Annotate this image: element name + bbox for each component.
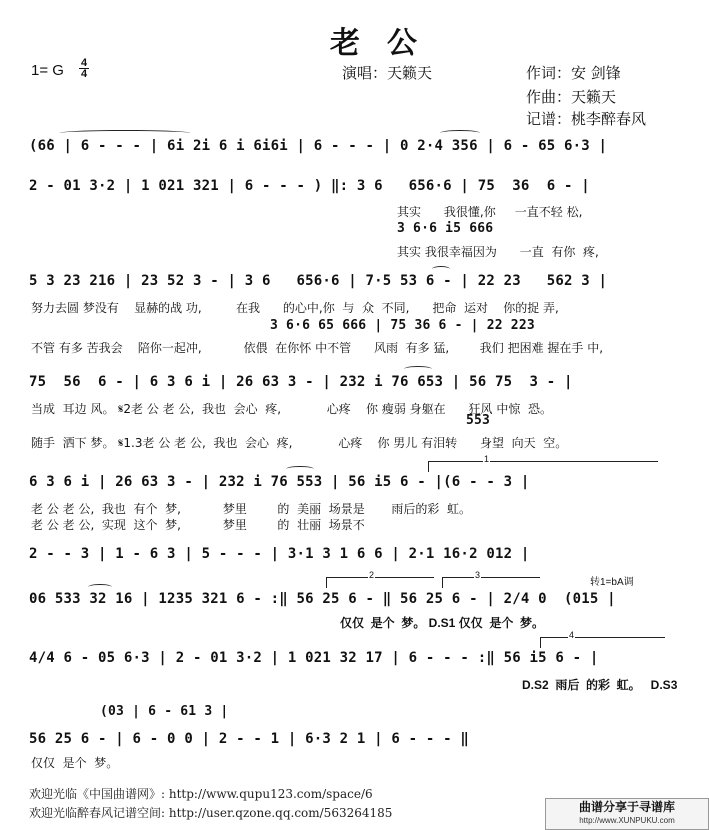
slur-mark: [286, 466, 314, 472]
lyric-line: 当成 耳边 风。 𝄋2老 公 老 公, 我也 会心 疼, 心疼 你 瘦弱 身躯在 狂风 中惊 恐。: [31, 402, 553, 416]
lyric-line: 老 公 老 公, 实现 这个 梦, 梦里 的 壮丽 场景不: [31, 518, 365, 532]
score-line-4: 75 56 6 - | 6 3 6 i | 26 63 3 - | 232 i 76 653 | 56 75 3 - |: [29, 374, 573, 390]
lyric-line: 随手 洒下 梦。 𝄋1.3老 公 老 公, 我也 会心 疼, 心疼 你 男儿 有泪转 身望 向天 空。: [31, 436, 568, 450]
footer-link-line[interactable]: 欢迎光临醉春风记谱空间: http://user.qzone.qq.com/563264185: [29, 806, 393, 820]
time-signature-denominator: 4: [80, 68, 88, 80]
modulation-note: 转1=bA调: [590, 577, 634, 588]
volta-bracket: [326, 570, 434, 580]
time-signature-numerator: 4: [80, 57, 88, 69]
lyricist-credit: 作词：安 剑锋: [526, 64, 621, 82]
lyric-line: 仅仅 是个 梦。 D.S1 仅仅 是个 梦。: [340, 616, 545, 630]
slur-mark: [404, 366, 432, 372]
watermark-title: 曲谱分享于寻谱库: [578, 800, 675, 814]
score-line-alt: 3 6·6 65 666 | 75 36 6 - | 22 223: [270, 318, 535, 333]
volta-number: 1: [484, 454, 490, 464]
score-line-8: 4/4 6 - 05 6·3 | 2 - 01 3·2 | 1 021 32 17 | 6 - - - :‖ 56 i5 6 - |: [29, 650, 599, 666]
lyric-line: 仅仅 是个 梦。: [31, 756, 119, 770]
watermark-url: http://www.XUNPUKU.com: [579, 816, 675, 825]
score-line-5: 6 3 6 i | 26 63 3 - | 232 i 76 553 | 56 i5 6 - |(6 - - 3 |: [29, 474, 530, 490]
lyric-line: 其实 我很懂,你 一直不轻 松,: [397, 205, 583, 219]
time-signature: [79, 58, 89, 79]
volta-number: 2: [369, 570, 375, 580]
transcriber-credit: 记谱：桃李醉春风: [526, 110, 647, 128]
score-line-top: (03 | 6 - 61 3 |: [100, 704, 229, 719]
composer-credit: 作曲：天籁天: [526, 88, 617, 106]
volta-number: 4: [569, 630, 575, 640]
slur-mark: [60, 130, 190, 136]
slur-mark: [88, 584, 112, 590]
volta-number: 3: [475, 570, 481, 580]
singer-credit: 演唱：天籁天: [342, 64, 433, 82]
lyric-line: 老 公 老 公, 我也 有个 梦, 梦里 的 美丽 场景是 雨后的彩 虹。: [31, 502, 472, 516]
score-line-6: 2 - - 3 | 1 - 6 3 | 5 - - - | 3·1 3 1 6 6 | 2·1 16·2 012 |: [29, 546, 530, 562]
lyric-line: 努力去圆 梦没有 显赫的战 功, 在我 的心中,你 与 众 不同, 把命 运对 你的捉 弄,: [31, 301, 559, 315]
site-watermark: [545, 798, 709, 830]
score-line-alt: 553: [466, 413, 491, 428]
score-line-2: 2 - 01 3·2 | 1 021 321 | 6 - - - ) ‖: 3 6 656·6 | 75 36 6 - |: [29, 178, 590, 194]
score-line-alt: 3 6·6 i5 666: [397, 221, 494, 236]
lyric-line: 不管 有多 苦我会 陪你一起冲, 依偎 在你怀 中不管 风雨 有多 猛, 我们 把困难 握在手 中,: [31, 341, 604, 355]
volta-bracket: [442, 570, 540, 580]
slur-mark: [440, 130, 480, 136]
lyric-line: 其实 我很幸福因为 一直 有你 疼,: [397, 245, 599, 259]
score-line-7: 06 533 32 16 | 1235 321 6 - :‖ 56 25 6 - ‖ 56 25 6 - | 2/4 0 (015 |: [29, 591, 616, 607]
volta-bracket: [428, 454, 658, 464]
song-title: 老 公: [330, 26, 419, 61]
footer-link-line[interactable]: 欢迎光临《中国曲谱网》: http://www.qupu123.com/space/6: [29, 787, 373, 801]
score-line-3: 5 3 23 216 | 23 52 3 - | 3 6 656·6 | 7·5 53 6 - | 22 23 562 3 |: [29, 273, 608, 289]
key-signature: 1= G: [31, 62, 64, 79]
score-line-9: 56 25 6 - | 6 - 0 0 | 2 - - 1 | 6·3 2 1 | 6 - - - ‖: [29, 731, 470, 747]
volta-bracket: [540, 630, 665, 640]
score-line-1: (6̇6 | 6 - - - | 6i 2i 6 i 6i6i | 6 - - - | 0 2·4 356 | 6 - 65 6·3 |: [29, 138, 608, 154]
lyric-line: D.S2 雨后 的彩 虹。 D.S3: [522, 678, 678, 692]
slur-mark: [432, 266, 450, 272]
